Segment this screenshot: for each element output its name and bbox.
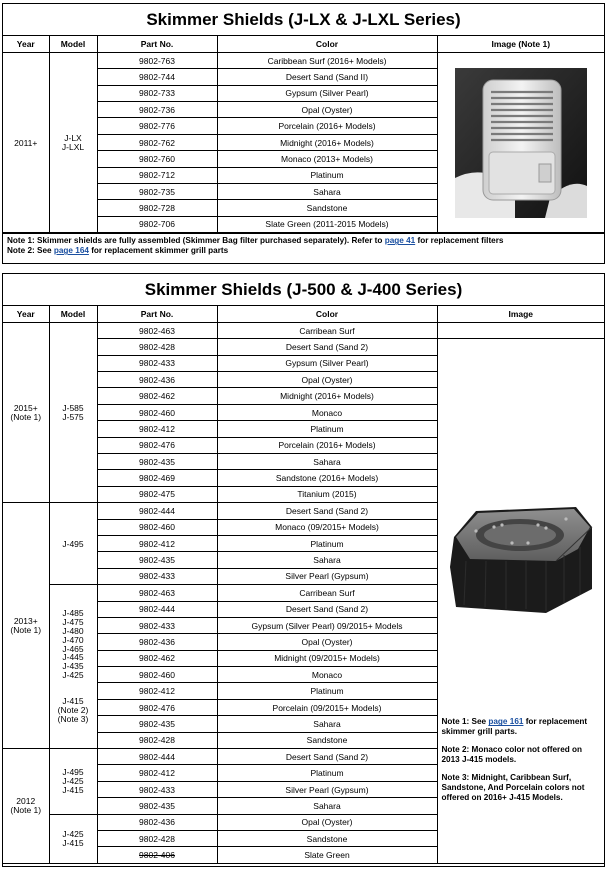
color-name: Desert Sand (Sand 2)	[217, 749, 437, 765]
header-model: Model	[49, 306, 97, 322]
model-cell: J-495	[49, 503, 97, 585]
color-name: Desert Sand (Sand 2)	[217, 339, 437, 355]
color-name: Gypsum (Silver Pearl)	[217, 355, 437, 371]
part-number: 9802-712	[97, 167, 217, 183]
color-name: Porcelain (09/2015+ Models)	[217, 699, 437, 715]
part-number: 9802-744	[97, 69, 217, 85]
color-name: Silver Pearl (Gypsum)	[217, 568, 437, 584]
side-note-2: Note 2: Monaco color not offered on 2013 J-415 models.	[441, 745, 583, 765]
part-number: 9802-728	[97, 200, 217, 216]
part-number: 9802-706	[97, 216, 217, 232]
color-name: Midnight (09/2015+ Models)	[217, 650, 437, 666]
color-name: Platinum	[217, 535, 437, 551]
part-number: 9802-460	[97, 404, 217, 420]
jlx-notes	[3, 233, 604, 258]
jlx-parts-table	[3, 36, 604, 233]
color-name: Sandstone	[217, 831, 437, 847]
part-number: 9802-406	[97, 847, 217, 863]
part-number: 9802-436	[97, 372, 217, 388]
part-number: 9802-433	[97, 617, 217, 633]
part-number: 9802-436	[97, 814, 217, 830]
part-number: 9802-776	[97, 118, 217, 134]
jlx-note-1: Note 1: Skimmer shields are fully assembled (Skimmer Bag filter purchased separately). Refer to page 41 for replacement filters	[7, 236, 504, 246]
part-number: 9802-463	[97, 585, 217, 601]
color-name: Gypsum (Silver Pearl) 09/2015+ Models	[217, 617, 437, 633]
color-name: Silver Pearl (Gypsum)	[217, 781, 437, 797]
table-row	[3, 322, 604, 338]
hot-tub-image	[446, 497, 596, 617]
color-name: Sandstone	[217, 732, 437, 748]
model-cell: J-LX J-LXL	[49, 52, 97, 232]
part-number: 9802-760	[97, 151, 217, 167]
color-name: Monaco	[217, 404, 437, 420]
part-number: 9802-433	[97, 568, 217, 584]
part-number: 9802-412	[97, 421, 217, 437]
part-number: 9802-433	[97, 781, 217, 797]
color-name: Porcelain (2016+ Models)	[217, 118, 437, 134]
header-color: Color	[217, 36, 437, 52]
part-number: 9802-412	[97, 683, 217, 699]
image-cell	[437, 52, 604, 232]
model-cell: J-425 J-415	[49, 814, 97, 863]
color-name: Midnight (2016+ Models)	[217, 388, 437, 404]
image-cell-empty	[437, 322, 604, 338]
color-name: Sandstone	[217, 200, 437, 216]
color-name: Carribean Surf	[217, 322, 437, 338]
skimmer-shield-image	[455, 68, 587, 218]
part-number: 9802-435	[97, 798, 217, 814]
year-cell: 2011+	[3, 52, 49, 232]
header-model: Model	[49, 36, 97, 52]
header-year: Year	[3, 36, 49, 52]
color-name: Monaco (2013+ Models)	[217, 151, 437, 167]
j500-table	[2, 273, 605, 867]
color-name: Platinum	[217, 167, 437, 183]
jlx-note-2: Note 2: See page 164 for replacement skimmer grill parts	[7, 246, 229, 256]
part-number: 9802-462	[97, 650, 217, 666]
part-number: 9802-733	[97, 85, 217, 101]
part-number: 9802-460	[97, 519, 217, 535]
year-cell: 2012 (Note 1)	[3, 749, 49, 864]
color-name: Opal (Oyster)	[217, 634, 437, 650]
side-note-1: Note 1: See page 161 for replacement skimmer grill parts.	[441, 717, 588, 737]
part-number: 9802-763	[97, 52, 217, 68]
part-number: 9802-412	[97, 535, 217, 551]
part-number: 9802-469	[97, 470, 217, 486]
part-number: 9802-475	[97, 486, 217, 502]
header-image: Image (Note 1)	[437, 36, 604, 52]
color-name: Carribean Surf	[217, 585, 437, 601]
year-cell: 2015+ (Note 1)	[3, 322, 49, 502]
side-notes	[438, 717, 605, 803]
color-name: Midnight (2016+ Models)	[217, 134, 437, 150]
part-number: 9802-428	[97, 831, 217, 847]
color-name: Platinum	[217, 683, 437, 699]
j500-parts-table	[3, 306, 604, 864]
table-row	[3, 52, 604, 68]
color-name: Porcelain (2016+ Models)	[217, 437, 437, 453]
color-name: Platinum	[217, 765, 437, 781]
color-name: Slate Green	[217, 847, 437, 863]
header-year: Year	[3, 306, 49, 322]
part-number: 9802-428	[97, 339, 217, 355]
part-number: 9802-433	[97, 355, 217, 371]
color-name: Sahara	[217, 552, 437, 568]
part-number: 9802-428	[97, 732, 217, 748]
part-number: 9802-435	[97, 552, 217, 568]
color-name: Desert Sand (Sand 2)	[217, 601, 437, 617]
color-name: Opal (Oyster)	[217, 102, 437, 118]
color-name: Monaco	[217, 667, 437, 683]
jlx-table-title: Skimmer Shields (J-LX & J-LXL Series)	[3, 4, 604, 36]
part-number: 9802-463	[97, 322, 217, 338]
part-number: 9802-444	[97, 749, 217, 765]
header-part-no: Part No.	[97, 306, 217, 322]
model-cell: J-495 J-425 J-415	[49, 749, 97, 815]
part-number: 9802-462	[97, 388, 217, 404]
color-name: Titanium (2015)	[217, 486, 437, 502]
model-cell: J-585 J-575	[49, 322, 97, 502]
part-number: 9802-476	[97, 699, 217, 715]
model-cell: J-485 J-475 J-480 J-470 J-465 J-445 J-435 J-425 J-415 (Note 2) (Note 3)	[49, 585, 97, 749]
part-number: 9802-444	[97, 503, 217, 519]
color-name: Gypsum (Silver Pearl)	[217, 85, 437, 101]
color-name: Sahara	[217, 454, 437, 470]
color-name: Opal (Oyster)	[217, 372, 437, 388]
color-name: Opal (Oyster)	[217, 814, 437, 830]
color-name: Desert Sand (Sand 2)	[217, 503, 437, 519]
color-name: Desert Sand (Sand II)	[217, 69, 437, 85]
side-note-3: Note 3: Midnight, Caribbean Surf, Sandstone, And Porcelain colors not offered on 2016+ J-415 Models.	[441, 773, 585, 803]
part-number: 9802-736	[97, 102, 217, 118]
color-name: Sahara	[217, 798, 437, 814]
part-number: 9802-476	[97, 437, 217, 453]
color-name: Slate Green (2011-2015 Models)	[217, 216, 437, 232]
color-name: Sahara	[217, 716, 437, 732]
part-number: 9802-435	[97, 716, 217, 732]
image-cell	[437, 339, 604, 864]
part-number: 9802-735	[97, 184, 217, 200]
part-number: 9802-444	[97, 601, 217, 617]
page-41-link[interactable]: page 41	[384, 236, 416, 246]
j500-table-title: Skimmer Shields (J-500 & J-400 Series)	[3, 274, 604, 306]
page-164-link[interactable]: page 164	[53, 246, 89, 256]
header-image: Image	[437, 306, 604, 322]
part-number: 9802-762	[97, 134, 217, 150]
jlx-table	[2, 3, 605, 264]
color-name: Platinum	[217, 421, 437, 437]
page-161-link[interactable]: page 161	[488, 717, 524, 727]
color-name: Sahara	[217, 184, 437, 200]
color-name: Caribbean Surf (2016+ Models)	[217, 52, 437, 68]
part-number: 9802-412	[97, 765, 217, 781]
part-number: 9802-460	[97, 667, 217, 683]
header-color: Color	[217, 306, 437, 322]
year-cell: 2013+ (Note 1)	[3, 503, 49, 749]
part-number: 9802-436	[97, 634, 217, 650]
part-number: 9802-435	[97, 454, 217, 470]
header-part-no: Part No.	[97, 36, 217, 52]
color-name: Monaco (09/2015+ Models)	[217, 519, 437, 535]
color-name: Sandstone (2016+ Models)	[217, 470, 437, 486]
